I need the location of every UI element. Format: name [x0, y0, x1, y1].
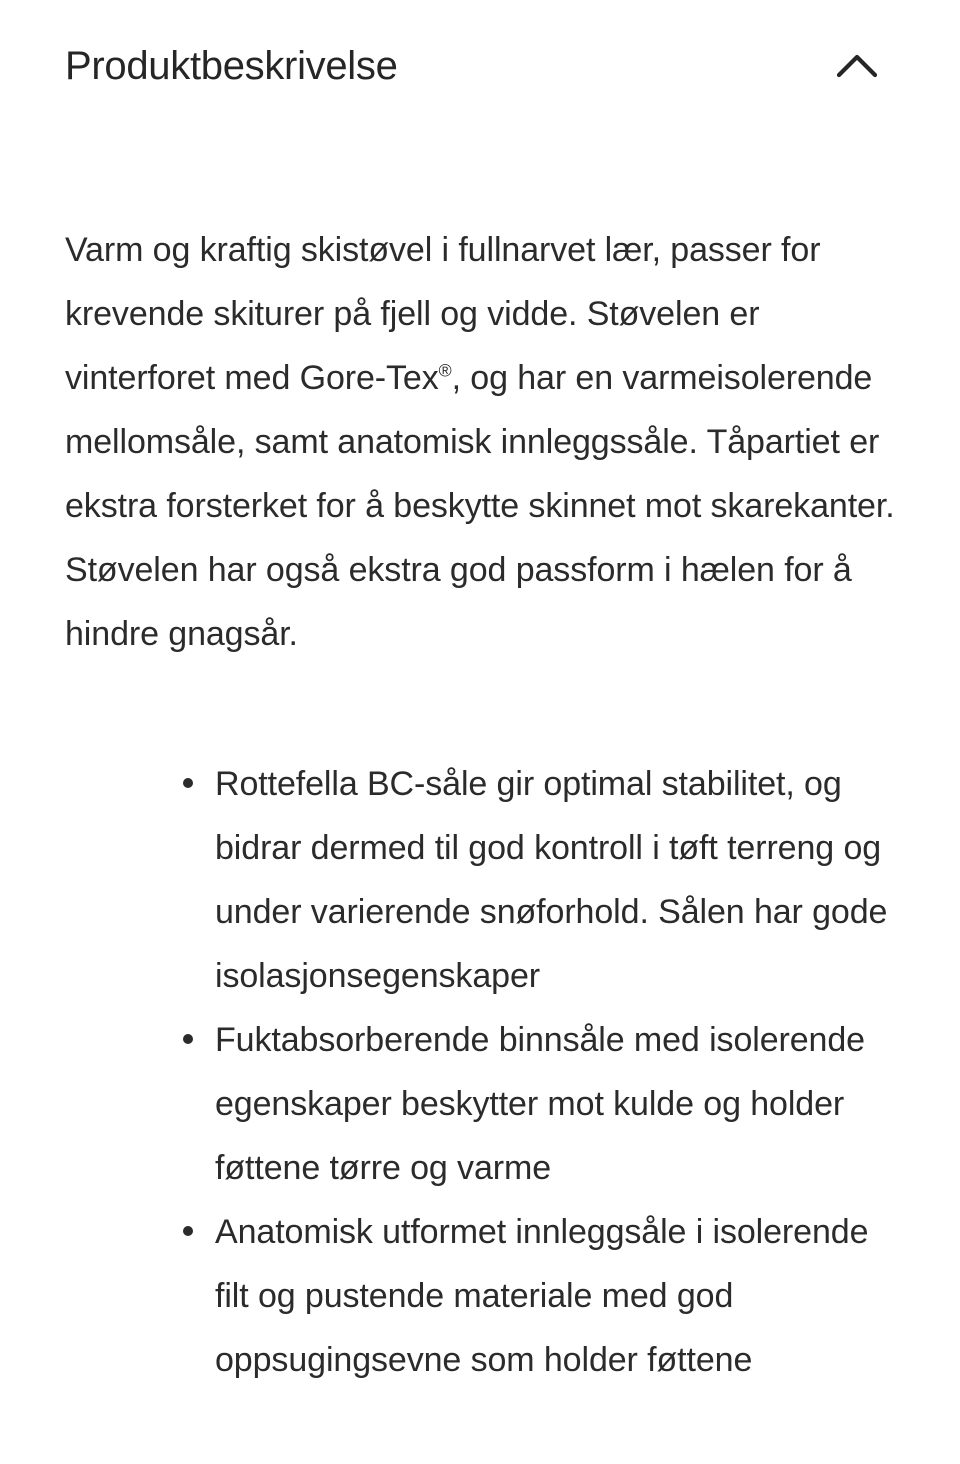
- registered-trademark-icon: ®: [438, 360, 452, 381]
- list-item: [130, 1200, 890, 1392]
- accordion-content: [0, 132, 960, 1392]
- accordion-toggle-button[interactable]: [829, 38, 885, 94]
- product-feature-list: [65, 666, 900, 1392]
- bullet-icon: [183, 1226, 193, 1236]
- list-item: [130, 752, 890, 1008]
- list-item-label: Fuktabsorberende binnsåle med isolerende egenskaper beskytter mot kulde og holder føttene tørre og varme: [215, 1021, 865, 1187]
- description-text-part-2: , og har en varmeisolerende mellomsåle, samt anatomisk innleggssåle. Tåpartiet er ekstra forsterket for å beskytte skinnet mot skarekanter. Støvelen har også ekstra god passform i hælen for å hindre gnagsår.: [65, 359, 895, 653]
- bullet-icon: [183, 1034, 193, 1044]
- accordion-header-produktbeskrivelse[interactable]: [0, 0, 960, 132]
- product-description-paragraph: [65, 132, 900, 666]
- bullet-icon: [183, 778, 193, 788]
- page-title: Produktbeskrivelse: [65, 44, 398, 88]
- list-item: [130, 1008, 890, 1200]
- list-item-label: Anatomisk utformet innleggsåle i isolerende filt og pustende materiale med god oppsugingsevne som holder føttene: [215, 1213, 869, 1379]
- description-text-part-1: Varm og kraftig skistøvel i fullnarvet lær, passer for krevende skiturer på fjell og vidde. Støvelen er vinterforet med Gore-Tex: [65, 231, 821, 397]
- list-item-label: Rottefella BC-såle gir optimal stabilitet, og bidrar dermed til god kontroll i tøft terreng og under varierende snøforhold. Sålen har gode isolasjonsegenskaper: [215, 765, 888, 995]
- chevron-up-icon: [836, 53, 878, 79]
